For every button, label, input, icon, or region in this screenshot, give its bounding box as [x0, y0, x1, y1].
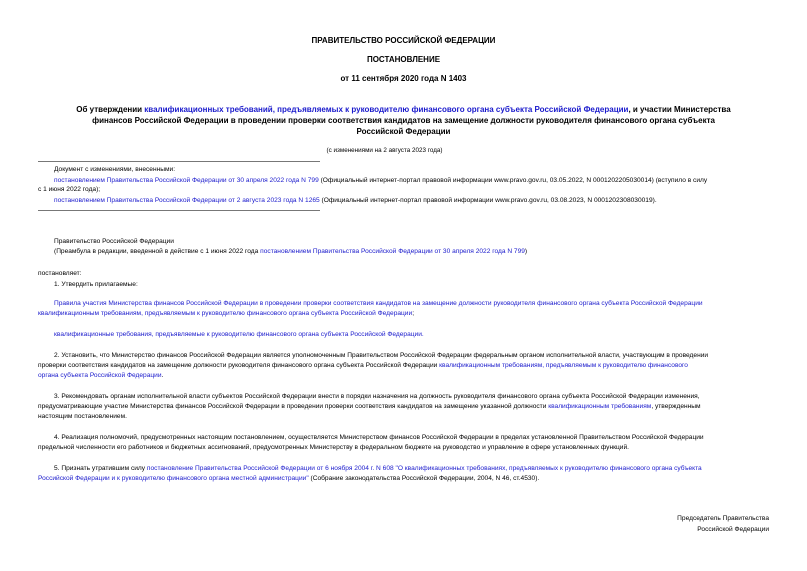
p4-line-1: 4. Реализация полномочий, предусмотренных настоящим постановлением, осуществляется Министерством финансов Российской Федерации в пределах установленной Правительством Российской Федерации	[54, 434, 704, 441]
repealed-decree-link-cont[interactable]: Российской Федерации и к руководителю финансового органа местной администрации"	[38, 475, 309, 482]
decree-word: постановляет:	[38, 270, 82, 277]
divider-bottom	[38, 210, 320, 211]
p3-requirements-link[interactable]: квалификационным требованиям	[548, 403, 652, 410]
p1-b	[54, 331, 424, 339]
amendment-note: (с изменениями на 2 августа 2023 года)	[326, 147, 443, 154]
doc-title-line-1: Об утверждении квалификационных требований, предъявляемых к руководителю финансового органа субъекта Российской Федерации, и участии Министерства	[76, 105, 731, 114]
p4-line-2: предельной численности его работников и бюджетных ассигнований, предусмотренных Министерству в федеральном бюджете на руководство и управление в сфере установленных функций.	[38, 444, 629, 451]
p5-line-2: Российской Федерации и к руководителю финансового органа местной администрации" (Собрание законодательства Российской Федерации, 2004, N 46, ст.4530).	[38, 475, 540, 482]
change-1-link[interactable]: постановлением Правительства Российской Федерации от 30 апреля 2022 года N 799	[54, 177, 319, 184]
p2-line-2: проверки соответствия кандидатов на замещение должности руководителя финансового органа субъекта Российской Федерации квалификационным требованиям, предъявляемым к руководителю финансового	[38, 362, 688, 369]
doc-type: ПОСТАНОВЛЕНИЕ	[366, 55, 441, 64]
signature-org: Российской Федерации	[697, 526, 769, 533]
divider-top	[38, 161, 320, 162]
p2-line-3: органа субъекта Российской Федерации.	[38, 372, 164, 379]
requirements-link[interactable]: квалификационные требования, предъявляемые к руководителю финансового органа субъекта Российской Федерации.	[54, 331, 424, 338]
preamble-link[interactable]: постановлением Правительства Российской Федерации от 30 апреля 2022 года N 799	[260, 248, 525, 255]
change-1: постановлением Правительства Российской Федерации от 30 апреля 2022 года N 799 (Официальный интернет-портал правовой информации www.pravo.gov.ru, 03.05.2022, N 0001202205030014) (вступило в силу	[54, 177, 708, 184]
p2-requirements-link-cont[interactable]: органа субъекта Российской Федерации	[38, 372, 162, 379]
change-1-cont: с 1 июня 2022 года);	[38, 186, 101, 193]
rules-link[interactable]: Правила участия Министерства финансов Российской Федерации в проведении проверки соответствия кандидатов на замещение должности руководителя финансового органа субъекта Российской Федерации	[54, 300, 703, 307]
p3-line-2: предусматривающие участие Министерства финансов Российской Федерации в проведении проверки соответствия кандидатов на замещение указанной должности квалификационным требованиям, утвержденным	[38, 403, 701, 410]
p3-line-3: настоящим постановлением.	[38, 413, 127, 420]
p2-requirements-link[interactable]: квалификационным требованиям, предъявляемым к руководителю финансового	[439, 362, 688, 369]
p3-line-1: 3. Рекомендовать органам исполнительной власти субъектов Российской Федерации внести в порядки назначения на должность руководителя финансового органа субъекта Российской Федерации изменения,	[54, 393, 700, 400]
p5-line-1: 5. Признать утратившим силу постановление Правительства Российской Федерации от 6 ноября 2004 г. N 608 "О квалификационных требованиях, предъявляемых к руководителю финансового органа субъекта	[54, 465, 702, 472]
preamble-line-2: (Преамбула в редакции, введенной в действие с 1 июня 2022 года постановлением Правительства Российской Федерации от 30 апреля 2022 года N 799)	[54, 248, 528, 255]
doc-title-line-3: Российской Федерации	[356, 127, 451, 136]
preamble-line-1: Правительство Российской Федерации	[54, 238, 174, 245]
p1-a-line-2: квалификационным требованиям, предъявляемым к руководителю финансового органа субъекта Российской Федерации;	[38, 310, 415, 317]
gov-header: ПРАВИТЕЛЬСТВО РОССИЙСКОЙ ФЕДЕРАЦИИ	[311, 36, 496, 45]
change-2: постановлением Правительства Российской Федерации от 2 августа 2023 года N 1265 (Официальный интернет-портал правовой информации www.pravo.gov.ru, 03.08.2023, N 0001202308030019).	[54, 197, 657, 204]
p2-line-1: 2. Установить, что Министерство финансов Российской Федерации является уполномоченным Правительством Российской Федерации федеральным органом исполнительной власти, участвующим в проведении	[54, 352, 709, 359]
changes-intro: Документ с изменениями, внесенными:	[54, 166, 176, 173]
p1-head: 1. Утвердить прилагаемые:	[54, 281, 138, 288]
repealed-decree-link[interactable]: постановление Правительства Российской Федерации от 6 ноября 2004 г. N 608 "О квалификационных требованиях, предъявляемых к руководителю финансового органа субъекта	[146, 465, 702, 472]
qualification-requirements-link[interactable]: квалификационных требований, предъявляемых к руководителю финансового органа субъекта Российской Федерации	[144, 105, 629, 114]
change-2-link[interactable]: постановлением Правительства Российской Федерации от 2 августа 2023 года N 1265	[54, 197, 320, 204]
rules-requirements-link[interactable]: квалификационным требованиям, предъявляемым к руководителю финансового органа субъекта Российской Федерации	[38, 310, 413, 317]
doc-title-line-2: финансов Российской Федерации в проведении проверки соответствия кандидатов на замещение должности руководителя финансового органа субъекта	[92, 116, 715, 125]
signature-title: Председатель Правительства	[677, 515, 769, 522]
doc-date: от 11 сентября 2020 года N 1403	[340, 74, 467, 83]
p1-a-line-1	[54, 300, 703, 308]
